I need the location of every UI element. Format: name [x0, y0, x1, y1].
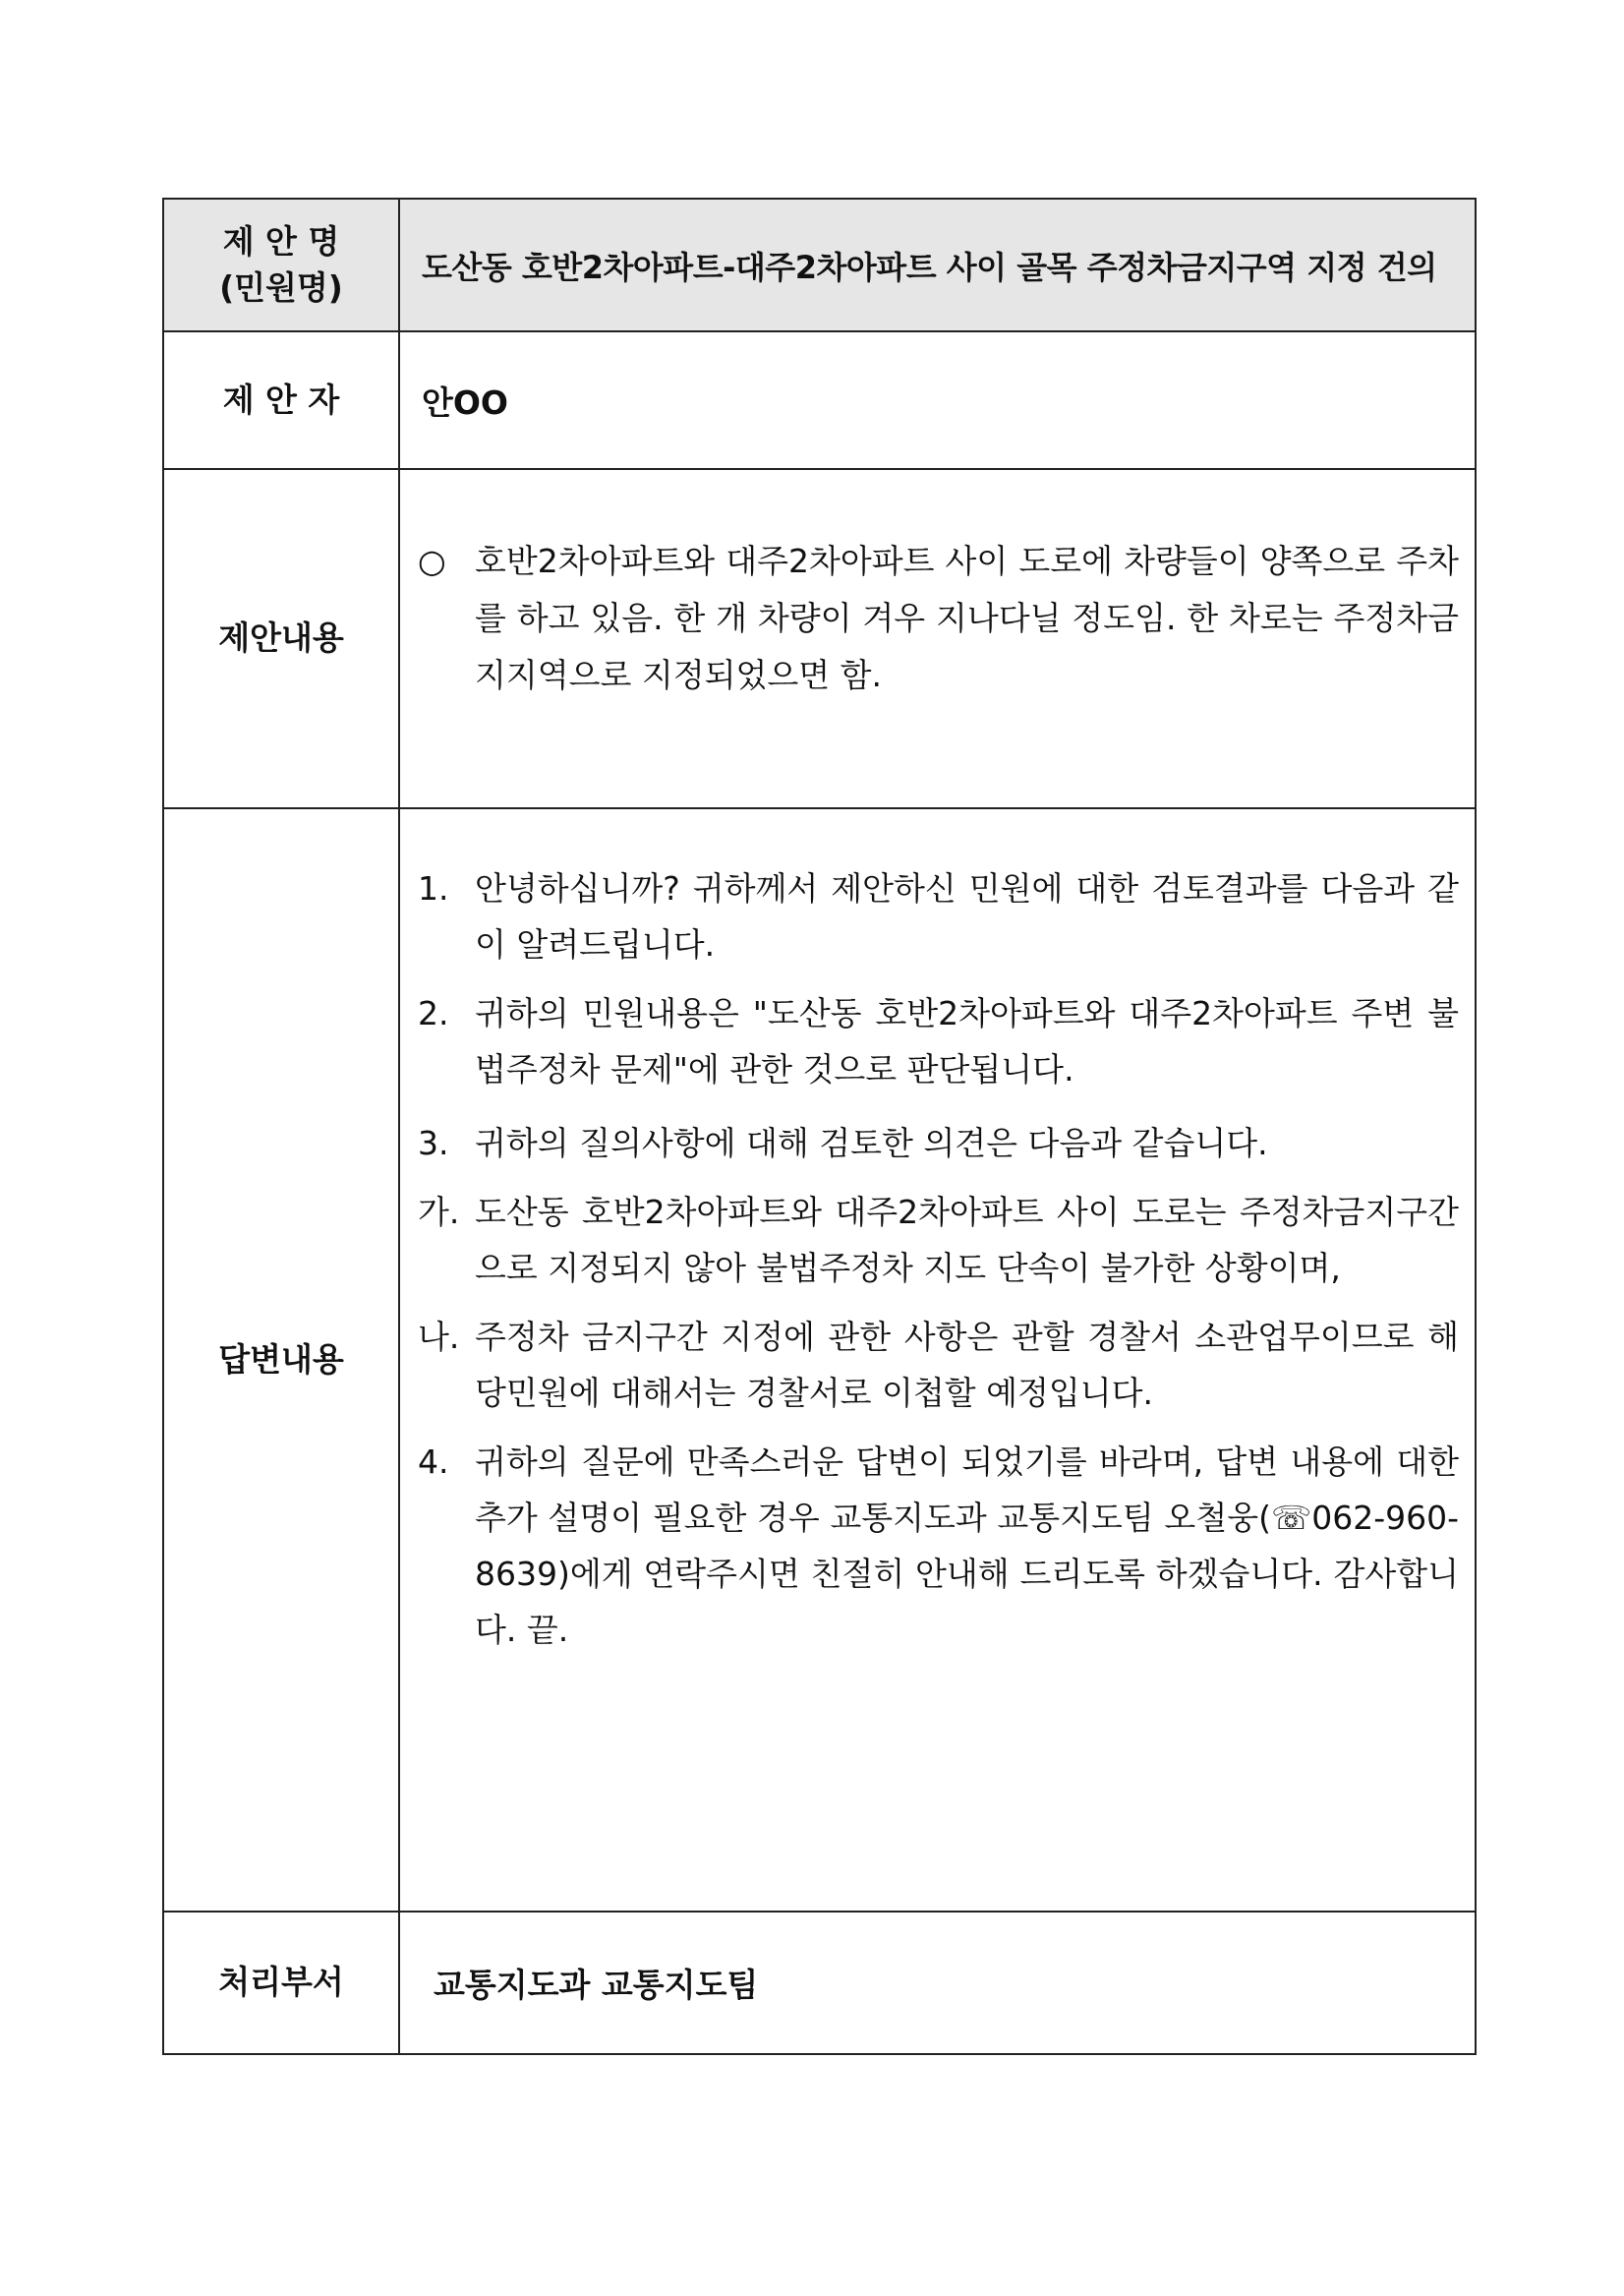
answer-item-number: 4.: [418, 1442, 449, 1481]
department-name: 교통지도과 교통지도팀: [399, 1912, 1476, 2054]
answer-item-text: 귀하의 질문에 만족스러운 답변이 되었기를 바라며, 답변 내용에 대한 추가 설명이 필요한 경우 교통지도과 교통지도팀 오철웅(☏062-960-8639)에게 연락주시면 친절히 안내해 드리도록 하겠습니다. 감사합니다. 끝.: [475, 1442, 1459, 1649]
department-label: 처리부서: [163, 1912, 399, 2054]
title-label: 제 안 명: [222, 222, 340, 262]
answer-item-text: 도산동 호반2차아파트와 대주2차아파트 사이 도로는 주정차금지구간으로 지정되지 않아 불법주정차 지도 단속이 불가한 상황이며,: [475, 1193, 1459, 1287]
answer-item-text: 안녕하십니까? 귀하께서 제안하신 민원에 대한 검토결과를 다음과 같이 알려드립니다.: [475, 869, 1459, 964]
proposer-name: 안OO: [399, 331, 1476, 469]
answer-item: [418, 1309, 1459, 1421]
answer-item-number: 1.: [418, 869, 449, 908]
answer-label: 답변내용: [163, 808, 399, 1912]
content-row: [163, 469, 1476, 808]
petition-title: 도산동 호반2차아파트-대주2차아파트 사이 골목 주정차금지구역 지정 건의: [399, 199, 1476, 331]
answer-item-text: 주정차 금지구간 지정에 관한 사항은 관할 경찰서 소관업무이므로 해당민원에 대해서는 경찰서로 이첩할 예정입니다.: [475, 1318, 1459, 1412]
answer-item-number: 나.: [418, 1318, 460, 1356]
circle-bullet-icon: ○: [418, 542, 446, 580]
department-row: [163, 1912, 1476, 2054]
proposer-label: 제 안 자: [163, 331, 399, 469]
answer-item: [418, 985, 1459, 1097]
title-label-cell: [163, 199, 399, 331]
answer-item-number: 가.: [418, 1193, 460, 1231]
content-cell: [399, 469, 1476, 808]
answer-item: [418, 1115, 1459, 1171]
content-text: 호반2차아파트와 대주2차아파트 사이 도로에 차량들이 양쪽으로 주차를 하고 있음. 한 개 차량이 겨우 지나다닐 정도임. 한 차로는 주정차금지지역으로 지정되었으면 함.: [475, 542, 1459, 694]
petition-name-label: (민원명): [219, 267, 343, 307]
answer-item: [418, 1184, 1459, 1296]
answer-row: [163, 808, 1476, 1912]
answer-item-number: 3.: [418, 1124, 449, 1162]
answer-item-text: 귀하의 민원내용은 "도산동 호반2차아파트와 대주2차아파트 주변 불법주정차 문제"에 관한 것으로 판단됩니다.: [475, 994, 1459, 1089]
answer-cell: [399, 808, 1476, 1912]
answer-list: [418, 860, 1459, 1658]
title-row: [163, 199, 1476, 331]
petition-table: [162, 198, 1477, 2055]
answer-item: [418, 1434, 1459, 1658]
proposer-row: [163, 331, 1476, 469]
answer-item-number: 2.: [418, 994, 449, 1032]
content-paragraph: [418, 533, 1459, 704]
answer-item: [418, 860, 1459, 972]
content-label: 제안내용: [163, 469, 399, 808]
answer-item-text: 귀하의 질의사항에 대해 검토한 의견은 다음과 같습니다.: [475, 1124, 1268, 1162]
